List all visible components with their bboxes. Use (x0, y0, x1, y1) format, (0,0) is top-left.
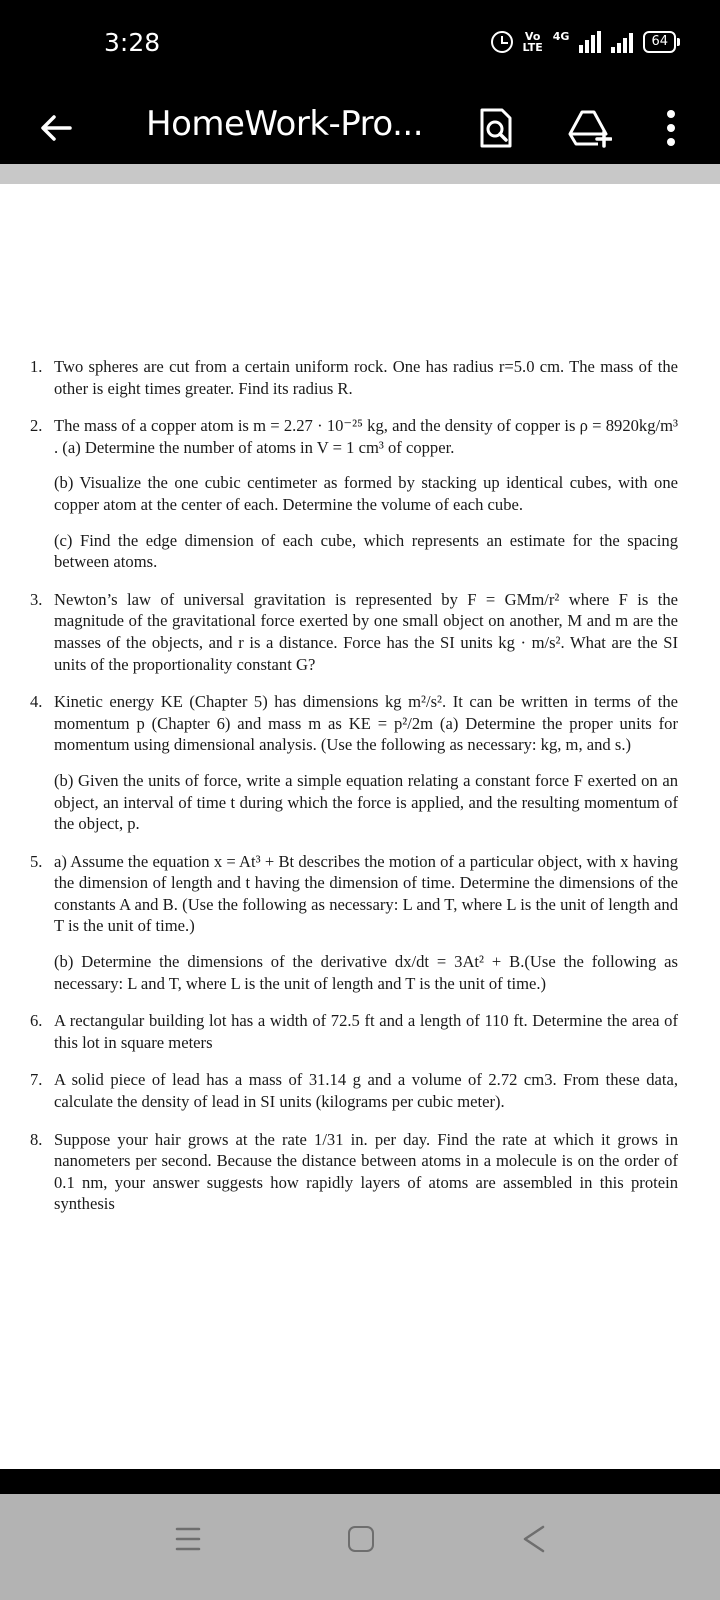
question-text: Newton’s law of universal gravitation is represented by F = GMm/r² where F is the magnitude of the gravitational force exerted by one small object on another, M and m are the masses of the objects, and r is a distance. Force has the SI units kg · m/s². What are the SI units of the proportionality constant G? (54, 589, 678, 674)
status-icons (491, 31, 676, 53)
question-5 (30, 851, 678, 995)
question-text: A solid piece of lead has a mass of 31.14 g and a volume of 2.72 cm3. From these data, calculate the density of lead in SI units (kilograms per cubic meter). (54, 1070, 678, 1112)
question-number: 3. (30, 589, 43, 609)
question-part-b: (b) Given the units of force, write a simple equation relating a constant force F exerted on an object, an interval of time t during which the force is applied, and the resulting momentum of the object, p. (54, 770, 678, 834)
alarm-icon (491, 31, 513, 53)
network-type-label: 4G (552, 29, 570, 43)
signal-2-icon (611, 31, 633, 53)
status-bar (0, 0, 720, 90)
question-8 (30, 1129, 678, 1215)
status-time: 3:28 (104, 28, 161, 57)
bottom-bar (0, 1469, 720, 1494)
home-icon[interactable] (348, 1526, 374, 1552)
question-number: 8. (30, 1129, 43, 1149)
question-part-a: The mass of a copper atom is m = 2.27 · 10⁻²⁵ kg, and the density of copper is ρ = 8920kg/m³ . (a) Determine the number of atoms in V = 1 cm³ of copper. (54, 416, 678, 457)
system-nav-bar (0, 1494, 720, 1600)
question-4 (30, 691, 678, 835)
question-number: 5. (30, 851, 43, 871)
question-number: 2. (30, 416, 43, 436)
more-vert-icon[interactable] (664, 108, 678, 148)
question-1 (30, 356, 678, 399)
question-part-b: (b) Determine the dimensions of the derivative dx/dt = 3At² + B.(Use the following as necessary: L and T, where L is the unit of length and T is the unit of time.) (54, 952, 678, 993)
question-number: 1. (30, 357, 43, 376)
question-part-a: Kinetic energy KE (Chapter 5) has dimensions kg m²/s². It can be written in terms of the momentum p (Chapter 6) and mass m as KE = p²/2m (a) Determine the proper units for momentum using dimensional analysis. (Use the following as necessary: kg, m, and s.) (54, 692, 678, 755)
question-6 (30, 1010, 678, 1053)
question-number: 7. (30, 1070, 43, 1090)
question-text: Suppose your hair grows at the rate 1/31 in. per day. Find the rate at which it grows in nanometers per second. Because the distance between atoms in a molecule is on the order of 0.1 nm, your answer suggests how rapidly layers of atoms are assembled in this protein synthesis (54, 1129, 678, 1214)
back-triangle-icon[interactable] (522, 1524, 546, 1554)
signal-1-icon (579, 31, 601, 53)
question-text: Two spheres are cut from a certain uniform rock. One has radius r=5.0 cm. The mass of the other is eight times greater. Find its radius R. (54, 357, 678, 398)
question-3 (30, 589, 678, 675)
question-7 (30, 1069, 678, 1112)
back-arrow-icon[interactable] (36, 108, 76, 148)
battery-level: 64 (651, 34, 668, 49)
drive-add-icon[interactable] (568, 108, 612, 148)
question-2 (30, 415, 678, 573)
question-list (30, 356, 678, 1231)
battery-icon (643, 31, 676, 53)
question-part-c: (c) Find the edge dimension of each cube, which represents an estimate for the spacing between atoms. (54, 530, 678, 572)
document-search-icon[interactable] (478, 108, 514, 148)
document-title: HomeWork-Pro... (146, 104, 424, 144)
volte-top-label: Vo (524, 30, 541, 43)
question-part-a: a) Assume the equation x = At³ + Bt describes the motion of a particular object, with x having the dimension of length and t having the dimension of time. Determine the dimensions of the constants A and B. (Use the following as necessary: L and T, where L is the unit of length and T is the unit of time.) (54, 851, 678, 936)
volte-bottom-label: LTE (522, 41, 543, 54)
question-number: 4. (30, 692, 43, 712)
volte-icon (523, 31, 543, 53)
toolbar-divider (0, 164, 720, 184)
question-text: A rectangular building lot has a width of 72.5 ft and a length of 110 ft. Determine the area of this lot in square meters (54, 1011, 678, 1052)
question-number: 6. (30, 1011, 43, 1031)
recents-icon[interactable] (175, 1524, 201, 1554)
question-part-b: (b) Visualize the one cubic centimeter as formed by stacking up identical cubes, with one copper atom at the center of each. Determine the volume of each cube. (54, 473, 678, 514)
app-bar (0, 90, 720, 164)
